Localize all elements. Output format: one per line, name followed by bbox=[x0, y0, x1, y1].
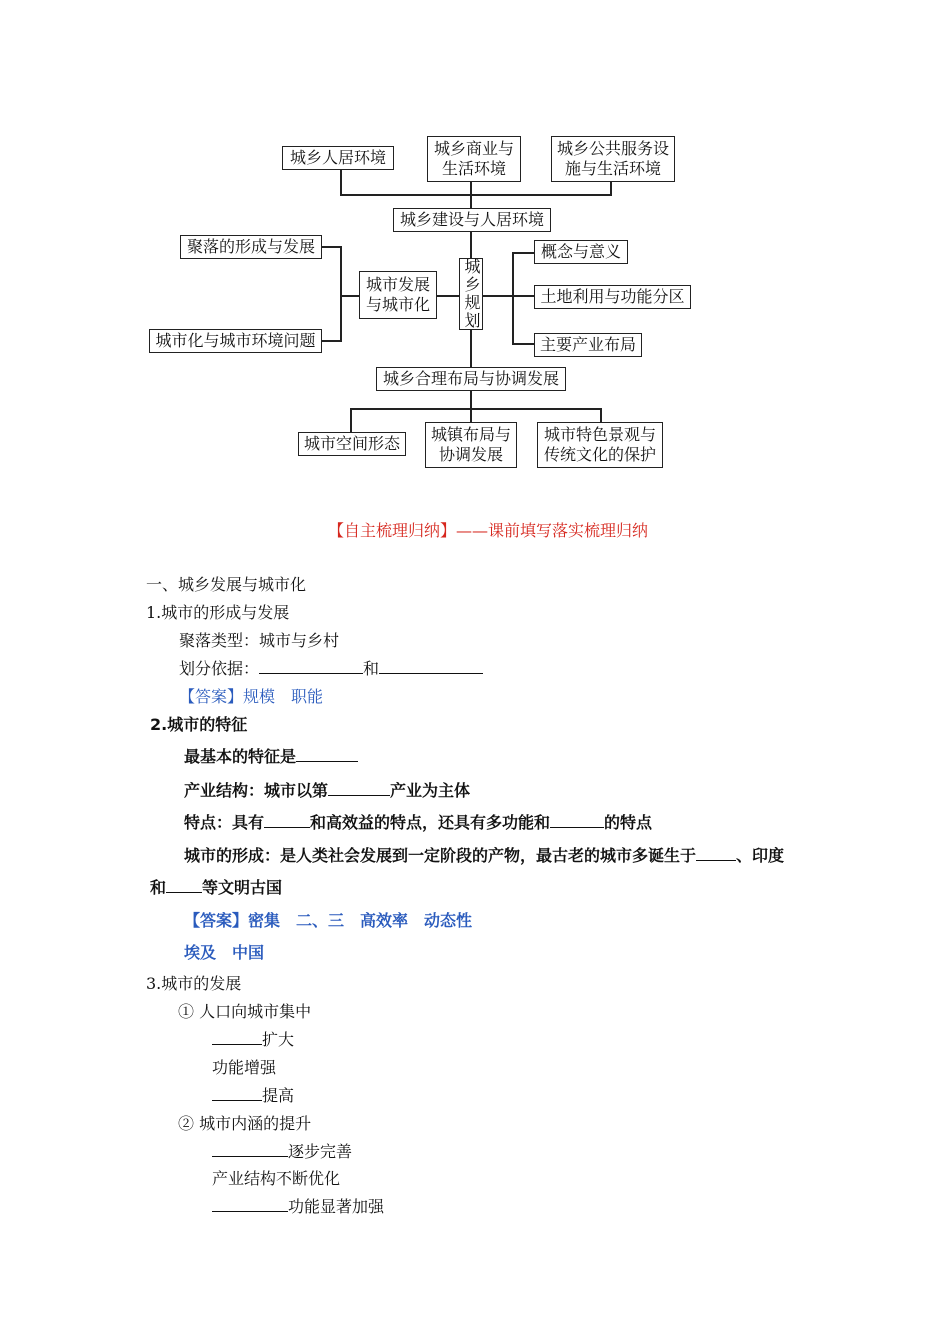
box-spatial-form: 城市空间形态 bbox=[298, 432, 406, 456]
text: 产业为主体 bbox=[390, 781, 471, 800]
fill-line bbox=[150, 877, 282, 899]
text: 城市的形成：是人类社会发展到一定阶段的产物，最古老的城市多诞生于 bbox=[184, 846, 697, 865]
answer: 【答案】密集 二、三 高效率 动态性 bbox=[184, 911, 473, 930]
box-public-service: 城乡公共服务设施与生活环境 bbox=[551, 136, 675, 182]
subsection-title: 3.城市的发展 bbox=[146, 974, 242, 993]
connector bbox=[470, 194, 472, 208]
fill-line bbox=[184, 780, 470, 802]
subsection-title: 2.城市的特征 bbox=[150, 715, 248, 734]
connector bbox=[322, 340, 340, 342]
text-line: ② 城市内涵的提升 bbox=[178, 1114, 312, 1133]
answer: 【答案】规模 职能 bbox=[179, 687, 324, 706]
connector bbox=[340, 194, 612, 196]
text-line: 产业结构不断优化 bbox=[212, 1169, 341, 1188]
connector bbox=[340, 295, 360, 297]
connector bbox=[470, 232, 472, 258]
text-line: 功能增强 bbox=[212, 1058, 277, 1077]
blank bbox=[212, 1030, 262, 1045]
fill-line bbox=[184, 845, 784, 867]
box-landscape-culture: 城市特色景观与传统文化的保护 bbox=[537, 422, 663, 468]
section-heading: 【自主梳理归纳】——课前填写落实梳理归纳 bbox=[328, 521, 649, 540]
text: 等文明古国 bbox=[202, 878, 283, 897]
box-land-use: 土地利用与功能分区 bbox=[534, 285, 691, 309]
blank bbox=[379, 659, 483, 674]
box-rational-layout: 城乡合理布局与协调发展 bbox=[376, 367, 566, 391]
fill-line bbox=[212, 1196, 384, 1218]
blank bbox=[212, 1086, 262, 1101]
subsection-title: 1.城市的形成与发展 bbox=[146, 603, 290, 622]
box-town-layout: 城镇布局与协调发展 bbox=[425, 422, 517, 468]
connector bbox=[322, 246, 340, 248]
box-industry-layout: 主要产业布局 bbox=[534, 333, 642, 357]
connector bbox=[437, 295, 459, 297]
blank bbox=[259, 659, 363, 674]
box-settlement-formation: 聚落的形成与发展 bbox=[180, 235, 322, 259]
connector bbox=[470, 390, 472, 410]
connector bbox=[512, 252, 514, 345]
blank bbox=[264, 813, 310, 828]
connector bbox=[512, 343, 534, 345]
connector bbox=[340, 168, 342, 195]
fill-line bbox=[184, 812, 652, 834]
section-title: 一、城乡发展与城市化 bbox=[146, 575, 307, 594]
fill-line bbox=[212, 1085, 294, 1107]
blank bbox=[696, 846, 736, 861]
blank bbox=[166, 878, 202, 893]
text: 最基本的特征是 bbox=[184, 747, 297, 766]
fill-line bbox=[212, 1029, 294, 1051]
box-concept-meaning: 概念与意义 bbox=[534, 240, 628, 264]
text: 和 bbox=[363, 659, 380, 678]
text: 特点：具有 bbox=[184, 813, 265, 832]
fill-line bbox=[179, 658, 483, 680]
text: 、印度 bbox=[736, 846, 785, 865]
box-urban-rural-living: 城乡人居环境 bbox=[282, 146, 394, 170]
text: 和高效益的特点，还具有多功能和 bbox=[310, 813, 551, 832]
text: 逐步完善 bbox=[288, 1142, 353, 1161]
text: 扩大 bbox=[262, 1030, 295, 1049]
connector bbox=[512, 295, 534, 297]
text-line: ① 人口向城市集中 bbox=[178, 1002, 312, 1021]
answer: 埃及 中国 bbox=[184, 943, 265, 962]
text: 和 bbox=[150, 878, 167, 897]
connector bbox=[512, 252, 534, 254]
connector bbox=[470, 330, 472, 368]
blank bbox=[328, 781, 390, 796]
text-line: 聚落类型：城市与乡村 bbox=[179, 631, 340, 650]
blank bbox=[296, 747, 358, 762]
text: 功能显著加强 bbox=[288, 1197, 385, 1216]
connector bbox=[340, 246, 342, 342]
connector bbox=[470, 408, 472, 422]
blank bbox=[212, 1197, 288, 1212]
text: 划分依据： bbox=[179, 659, 260, 678]
fill-line bbox=[212, 1141, 352, 1163]
connector bbox=[600, 408, 602, 422]
box-commerce-environment: 城乡商业与生活环境 bbox=[427, 136, 521, 182]
box-urban-rural-planning: 城乡规划 bbox=[459, 258, 483, 330]
connector bbox=[482, 295, 514, 297]
box-urbanization-problems: 城市化与城市环境问题 bbox=[149, 329, 322, 353]
fill-line bbox=[184, 746, 358, 768]
text: 提高 bbox=[262, 1086, 295, 1105]
blank bbox=[550, 813, 604, 828]
connector bbox=[350, 408, 352, 432]
connector bbox=[350, 408, 602, 410]
text: 的特点 bbox=[604, 813, 653, 832]
text: 产业结构：城市以第 bbox=[184, 781, 329, 800]
blank bbox=[212, 1142, 288, 1157]
box-construction-living: 城乡建设与人居环境 bbox=[393, 208, 551, 232]
box-urban-development: 城市发展与城市化 bbox=[359, 271, 437, 319]
